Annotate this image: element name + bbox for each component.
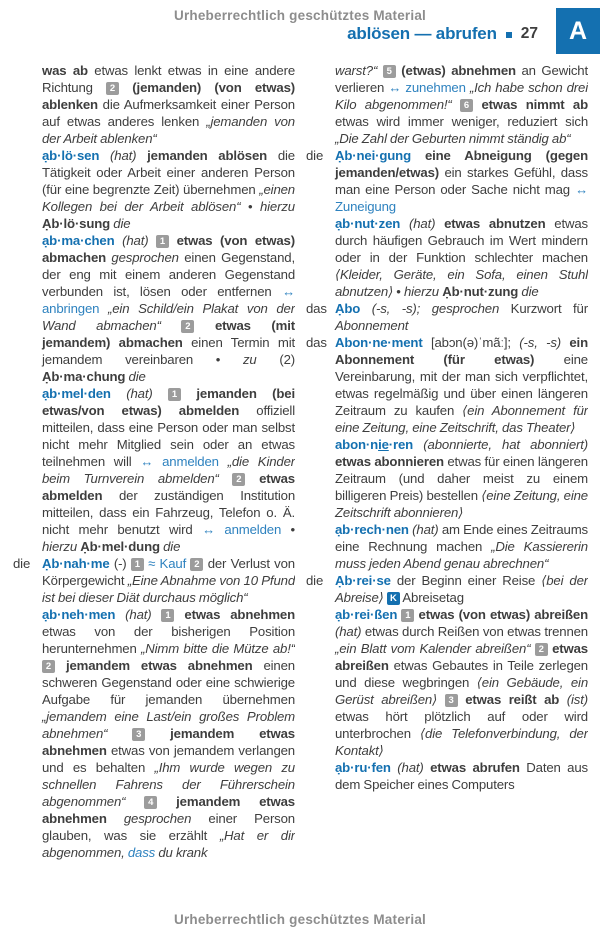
text-run: etwas reißt ab (457, 692, 567, 707)
dictionary-entry (335, 215, 588, 300)
dictionary-entry (335, 759, 588, 793)
headword: Ạb·nah·me (42, 556, 114, 571)
cross-reference: dass (127, 845, 159, 860)
text-run: ⟨ein Abonnement für eine Zeitung, eine Zeitschrift, das Theater⟩ (335, 403, 588, 435)
text-run: etwas (mit jemandem) abmachen (42, 318, 295, 350)
text-run: Kurzwort für (510, 301, 588, 316)
text-run: jemandem etwas abnehmen (42, 794, 295, 826)
text-run: (ist) (566, 692, 588, 707)
text-run: etwas abmelden (42, 471, 295, 503)
dictionary-entry (42, 385, 295, 555)
sense-number-badge: 3 (445, 694, 458, 707)
sense-number-badge: 2 (535, 643, 548, 656)
text-run: „Eine Abnahme von 10 Pfund ist bei dieser Diät durchaus möglich“ (42, 573, 295, 605)
text-run: du krank (158, 845, 208, 860)
headword: Ạb·rei·se (335, 573, 397, 588)
headword: ·ren (388, 437, 424, 452)
cross-reference: ↔ Zuneigung (335, 182, 588, 214)
headword: ie (378, 437, 389, 452)
page-number: 27 (520, 25, 538, 42)
sense-number-badge: 2 (106, 82, 119, 95)
text-run: etwas abnutzen (444, 216, 555, 231)
text-run: einer Person glauben, was sie erzählt (42, 811, 295, 843)
article-label: das (306, 335, 327, 350)
sense-number-badge: 4 (144, 796, 157, 809)
article-label: die (13, 556, 31, 571)
cross-reference: ↔ anbringen (42, 284, 295, 316)
text-run: die (128, 369, 146, 384)
copyright-watermark-bottom: Urheberrechtlich geschütztes Material (174, 912, 426, 927)
dictionary-entry (306, 334, 588, 436)
text-run: am Ende eines Zeitraums eine Rechnung machen (335, 522, 588, 554)
text-run: „ein Blatt vom Kalender abreißen“ (335, 641, 535, 656)
text-run: einen Gegenstand, der eng mit einem anderen Gegenstand verbunden ist, lösen oder entfernen (42, 250, 295, 299)
text-run: ⟨bei der Abreise⟩ (335, 573, 588, 605)
text-run: die (163, 539, 181, 554)
text-run: Abreisetag (399, 590, 464, 605)
text-run: (etwas) abnehmen (395, 63, 522, 78)
text-run: etwas (von etwas) abmachen (42, 233, 295, 265)
text-run: jemandem etwas abnehmen (42, 726, 295, 758)
text-run: • (215, 352, 243, 367)
sense-number-badge: 5 (383, 65, 396, 78)
text-run: etwas Gebautes in Teile zerlegen und diese wegbringen (335, 658, 588, 690)
text-run: ⟨Kleider, Geräte, ein Sofa, einen Stuhl abnutzen⟩ (335, 267, 588, 299)
text-run: etwas abnehmen (174, 607, 295, 622)
text-run: ⟨die Telefonverbindung, der Kontakt⟩ (335, 726, 588, 758)
text-run: was ab (42, 63, 95, 78)
headword: ạb·mel·den (42, 386, 127, 401)
text-run: der zuständigen Institution mitteilen, dass ein Fahrzeug, Telefon o. Ä. nicht mehr benutzt wird (42, 488, 295, 537)
text-run: eine Vereinbarung, mit der man sich verpflichtet, etwas regelmäßig und über einen längeren Zeitraum zu kaufen (335, 352, 588, 418)
text-run: die Tätigkeit oder Arbeit einer anderen Person (für eine begrenzte Zeit) übernehmen (42, 148, 295, 197)
text-run: gesprochen (123, 811, 209, 826)
right-column (305, 62, 588, 928)
sense-number-badge: 1 (168, 388, 181, 401)
text-run: (-s, -s) (519, 335, 570, 350)
text-run: etwas abonnieren (335, 454, 448, 469)
text-run: der Beginn einer Reise (396, 573, 542, 588)
text-run: der Verlust von Körpergewicht (42, 556, 295, 588)
guide-words: ablösen — abrufen (347, 24, 497, 43)
text-run: „jemandem eine Last/ein großes Problem abnehmen“ (42, 709, 295, 741)
letter-tab: A (556, 8, 600, 54)
cross-reference: ≈ Kauf (143, 556, 191, 571)
text-run: (-) (113, 556, 131, 571)
text-run: jemandem etwas abnehmen (55, 658, 264, 673)
text-columns (12, 62, 588, 928)
text-run: ⟨eine Zeitung, eine Zeitschrift abonnieren⟩ (335, 488, 588, 520)
text-run: „jemanden von der Arbeit ablenken“ (42, 114, 295, 146)
dictionary-entry (335, 436, 588, 521)
headword: ạb·rei·ßen (335, 607, 402, 622)
text-run: • (247, 199, 260, 214)
text-run: (hat) (408, 216, 445, 231)
sense-number-badge: 1 (161, 609, 174, 622)
sense-number-badge: 6 (460, 99, 473, 112)
text-run: etwas durch häufigen Gebrauch im Wert mindern oder in der Funktion schlechter machen (335, 216, 588, 265)
derived-headword: Ạb·mel·dung (80, 539, 164, 554)
text-run: (hat) (122, 233, 157, 248)
dictionary-entry (335, 62, 588, 147)
text-run: (-s, -s); gesprochen (371, 301, 511, 316)
dictionary-entry (42, 147, 295, 232)
copyright-watermark-top: Urheberrechtlich geschütztes Material (174, 8, 426, 23)
derived-headword: Ạb·nut·zung (442, 284, 522, 299)
text-run: (2) (279, 352, 295, 367)
text-run: hierzu (403, 284, 443, 299)
text-run: an Gewicht verlieren (335, 63, 588, 95)
text-run: • (290, 522, 295, 537)
sense-number-badge: 3 (132, 728, 145, 741)
text-run: „Hat er dir abgenommen, (42, 828, 295, 860)
text-run: zu (242, 352, 280, 367)
sense-number-badge: 1 (156, 235, 169, 248)
text-run: hierzu (259, 199, 295, 214)
headword: ạb·neh·men (42, 607, 126, 622)
text-run: etwas abreißen (335, 641, 588, 673)
dictionary-entry (42, 62, 295, 147)
text-run: (hat) (110, 148, 148, 163)
dictionary-entry (306, 147, 588, 215)
dictionary-entry (335, 606, 588, 759)
headword: Ạbo (335, 301, 372, 316)
dictionary-entry (42, 606, 295, 861)
text-run: „ein Schild/ein Plakat von der Wand abmachen“ (42, 301, 295, 333)
text-run: „Die Zahl der Geburten nimmt ständig ab“ (335, 131, 571, 146)
text-run: etwas hört plötzlich auf oder wird unterbrochen (335, 709, 588, 741)
text-run: etwas von jemandem verlangen und es behalten (42, 743, 295, 775)
text-run: ⟨ein Gebäude, ein Gerüst abreißen⟩ (335, 675, 588, 707)
article-label: die (306, 148, 324, 163)
dictionary-entry (306, 300, 588, 334)
derived-headword: Ạb·ma·chung (42, 369, 129, 384)
text-run: jemanden (bei etwas/von etwas) abmelden (42, 386, 295, 418)
headword: abon·n (335, 437, 379, 452)
sense-number-badge: 2 (42, 660, 55, 673)
text-run: (hat) (125, 607, 162, 622)
text-run: die Aufmerksamkeit einer Person auf etwas anderes lenken (42, 97, 295, 129)
sense-number-badge: 1 (401, 609, 414, 622)
cross-reference: ↔ anmelden (201, 522, 291, 537)
text-run: Daten aus dem Speicher eines Computers (335, 760, 588, 792)
left-column (12, 62, 295, 928)
text-run: „Ich habe schon drei Kilo abgenommen!“ (335, 80, 588, 112)
text-run: ein starkes Gefühl, dass man eine Person oder Sache nicht mag (335, 165, 588, 197)
headword: ạb·lö·sen (42, 148, 111, 163)
headword: ạb·ma·chen (42, 233, 123, 248)
text-run: eine Abneigung (gegen jemanden/etwas) (335, 148, 588, 180)
dictionary-entry (42, 232, 295, 385)
text-run: etwas (von etwas) abreißen (414, 607, 588, 622)
headword: ạb·ru·fen (335, 760, 398, 775)
headword: ạb·nut·zen (335, 216, 409, 231)
text-run: etwas nimmt ab (473, 97, 588, 112)
cross-reference: ↔ zunehmen (388, 80, 470, 95)
text-run: (hat) (397, 760, 431, 775)
text-run: (hat) (126, 386, 168, 401)
dictionary-entry (13, 555, 295, 606)
text-run: einen Termin mit jemandem vereinbaren (42, 335, 295, 367)
text-run: die (521, 284, 539, 299)
headword: Abon·ne·ment (335, 335, 431, 350)
dictionary-entry (306, 572, 588, 606)
sense-number-badge: 2 (190, 558, 203, 571)
text-run: „einen Kollegen bei der Arbeit ablösen“ (42, 182, 295, 214)
text-run: etwas für einen längeren Zeitraum (und daher meist zu einem billigeren Preis) bestellen (335, 454, 588, 503)
article-label: die (306, 573, 324, 588)
headword: Ạb·nei·gung (335, 148, 425, 163)
text-run: [abɔn(ə)ˈmãː]; (430, 335, 520, 350)
dictionary-entry (335, 521, 588, 572)
text-run: „Ihm wurde wegen zu schnellen Fahrens der Führerschein abgenommen“ (42, 760, 295, 809)
text-run: • (396, 284, 404, 299)
sense-number-badge: 2 (181, 320, 194, 333)
text-run: jemanden ablösen (147, 148, 278, 163)
text-run: die (113, 216, 131, 231)
sense-number-badge: 2 (232, 473, 245, 486)
sense-number-badge: 1 (131, 558, 144, 571)
text-run: etwas lenkt etwas in eine andere Richtung (42, 63, 295, 95)
text-run: Abonnement (335, 318, 409, 333)
text-run: (hat) (335, 624, 365, 639)
text-run: offiziell mitteilen, dass eine Person oder man selbst nicht mehr Mitglied sein oder an etwas teilnehmen will (42, 403, 295, 469)
text-run: warst?“ (335, 63, 383, 78)
derived-headword: Ạb·lö·sung (42, 216, 114, 231)
text-run: „Nimm bitte die Mütze ab!“ (141, 641, 295, 656)
square-bullet-icon (506, 32, 512, 38)
cross-reference: ↔ anmelden (140, 454, 228, 469)
text-run: hierzu (42, 539, 81, 554)
text-run: gesprochen (111, 250, 185, 265)
text-run: (abonnierte, hat abonniert) (423, 437, 588, 452)
text-run: (hat) (412, 522, 442, 537)
text-run: „Die Kassiererin muss jeden Abend genau abrechnen“ (335, 539, 588, 571)
text-run: etwas abrufen (430, 760, 527, 775)
compound-marker-badge: K (387, 592, 400, 605)
text-run: etwas durch Reißen von etwas trennen (364, 624, 588, 639)
text-run: ein Abonnement (für etwas) (335, 335, 588, 367)
text-run: etwas wird immer weniger, reduziert sich (335, 114, 588, 129)
text-run: „die Kinder beim Turnverein abmelden“ (42, 454, 295, 486)
article-label: das (306, 301, 327, 316)
headword: ạb·rech·nen (335, 522, 413, 537)
page-header (347, 24, 538, 44)
text-run: (jemanden) (von etwas) ablenken (42, 80, 295, 112)
text-run: etwas von der bisherigen Position herunternehmen (42, 624, 295, 656)
text-run: einen schweren Gegenstand oder eine schwierige Aufgabe für jemanden übernehmen (42, 658, 295, 707)
